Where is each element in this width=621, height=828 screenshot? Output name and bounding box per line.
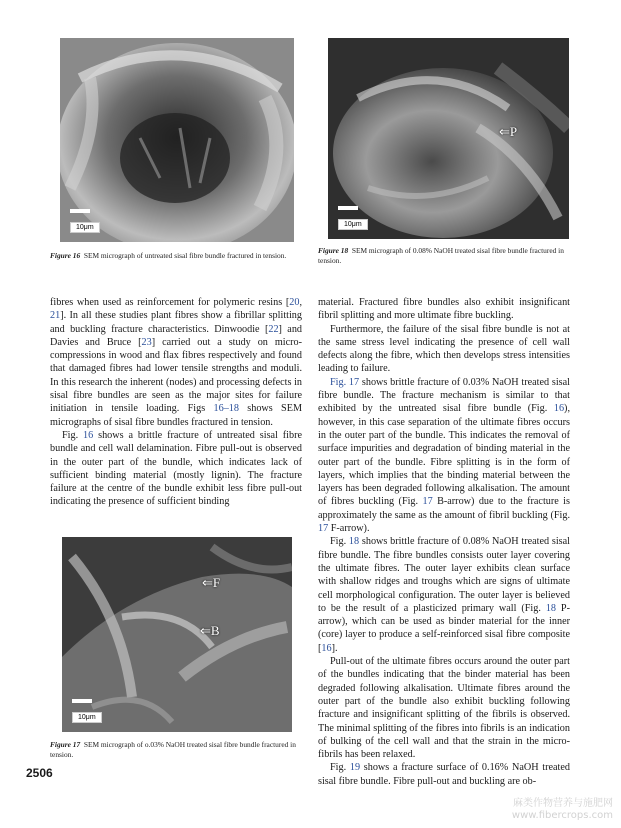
paragraph: material. Fractured fibre bundles also exhibit insignificant fibril splitting and more ultimate fibre buckling.	[318, 297, 570, 322]
figure-link[interactable]: 18	[545, 602, 556, 614]
paragraph: Fig. 16 shows a brittle fracture of untreated sisal fibre bundle and cell wall delamination. Fibre pull-out is observed in the outer part of the bundle, which indicates lack of sufficient binding material (mostly lignin). The fracture failure at the centre of the bundle exhibit less fibre pull-out indicating the presence of sufficient binding	[50, 429, 302, 508]
reference-link[interactable]: 23	[141, 336, 152, 348]
paragraph: Fig. 19 shows a fracture surface of 0.16% NaOH treated sisal fibre bundle. Fibre pull-out and buckling are ob-	[318, 762, 570, 787]
paragraph: Fig. 18 shows brittle fracture of 0.08% NaOH treated sisal fibre bundle. The fibre bundles consists outer layer covering the ultimate fibres. The outer layer exhibits clean surface with shallow ridges and troughs which are signs of ultimate cell morphological configuration. The outer layer is believed to be the result of a plasticized primary wall (Fig. 18 P-arrow), which can be used as binder material for the inner (core) layer to produce a self-reinforced sisal fibre composite [16].	[318, 536, 570, 654]
paragraph: Pull-out of the ultimate fibres occurs around the outer part of the bundles indicating that the binder material has been degraded following alkalisation. Ultimate fibres around the outer part of the bundle also exhibit buckling following fracture and insignificant splitting of the fibrils is observed. The minimal splitting of the fibres into fibrils is an indication of bulking of the cell wall and that the strain in the micro-fibrils has been relaxed.	[318, 656, 570, 761]
figure-18-image	[328, 38, 569, 239]
left-column-text	[50, 296, 302, 509]
reference-link[interactable]: 16	[321, 642, 332, 654]
figure-18-caption: Figure 18 SEM micrograph of 0.08% NaOH treated sisal fibre bundle fractured in tension.	[318, 246, 564, 265]
figure-17-caption: Figure 17 SEM micrograph of o.03% NaOH treated sisal fibre bundle fractured in tension.	[50, 740, 296, 759]
watermark	[512, 798, 613, 822]
figure-link[interactable]: 16	[553, 403, 565, 415]
watermark-line: www.fibercrops.com	[511, 810, 613, 821]
reference-link[interactable]: 21	[50, 310, 61, 322]
figure-link[interactable]: 17	[422, 496, 433, 508]
figure-link[interactable]: 18	[348, 536, 360, 548]
page-number: 2506	[26, 766, 53, 780]
arrow-f-label: ⇐F	[202, 575, 221, 590]
paragraph: Fig. 17 shows brittle fracture of 0.03% NaOH treated sisal fibre bundle. The fracture mechanism is similar to that exhibited by the untreated sisal fibre bundle (Fig. 16), however, in this case separation of the ultimate fibres occurs in the outer part of the bundle. This indicates the removal of surface impurities and degradation of binding material in the outer part of the bundle. Fibre splitting is in the form of layers, which implies that the binding material between the layers has been degraded following alkalisation. The amount of fibres buckling (Fig. 17 B-arrow) due to the fracture is approximately the same as the amount of fibril buckling (Fig. 17 F-arrow).	[318, 376, 570, 535]
scale-bar: 10μm	[338, 206, 368, 231]
right-column-text	[318, 296, 570, 788]
reference-link[interactable]: 22	[268, 323, 279, 335]
figure-link[interactable]: 16	[83, 429, 94, 441]
scale-bar: 10μm	[70, 209, 100, 234]
arrow-b-label: ⇐B	[200, 623, 220, 638]
scale-bar: 10μm	[72, 699, 102, 724]
figure-17-image	[62, 537, 292, 732]
paragraph: Furthermore, the failure of the sisal fibre bundle is not at the same stress level indicating the presence of cell wall defects along the fibre, which then develops stress intensities leading to failure.	[318, 323, 570, 375]
arrow-p-label: ⇐P	[499, 124, 518, 139]
figure-link[interactable]: 17	[318, 523, 329, 535]
reference-link[interactable]: 20	[289, 297, 300, 308]
figure-16-caption: Figure 16 SEM micrograph of untreated sisal fibre bundle fractured in tension.	[50, 251, 287, 260]
figure-16-image	[60, 38, 294, 242]
figure-link[interactable]: 16–18	[213, 403, 239, 415]
figure-link[interactable]: 19	[349, 762, 361, 774]
watermark-line: 麻类作物营养与施肥网	[513, 798, 613, 809]
paragraph: fibres when used as reinforcement for polymeric resins [20, 21]. In all these studies plant fibres show a fibrillar splitting and buckling fracture characteristics. Dinwoodie [22] and Davies and Bruce [23] carried out a study on micro-compressions in wood and flax fibres respectively and found that damaged fibres had lower tensile strengths and moduli. In this research the inherent (nodes) and processing defects in sisal fibre bundles are seen as the major sites for failure initiation in tensile loading. Figs 16–18 shows SEM micrographs of sisal fibre bundles fractured in tension.	[50, 297, 303, 428]
figure-link[interactable]: Fig. 17	[330, 376, 360, 388]
